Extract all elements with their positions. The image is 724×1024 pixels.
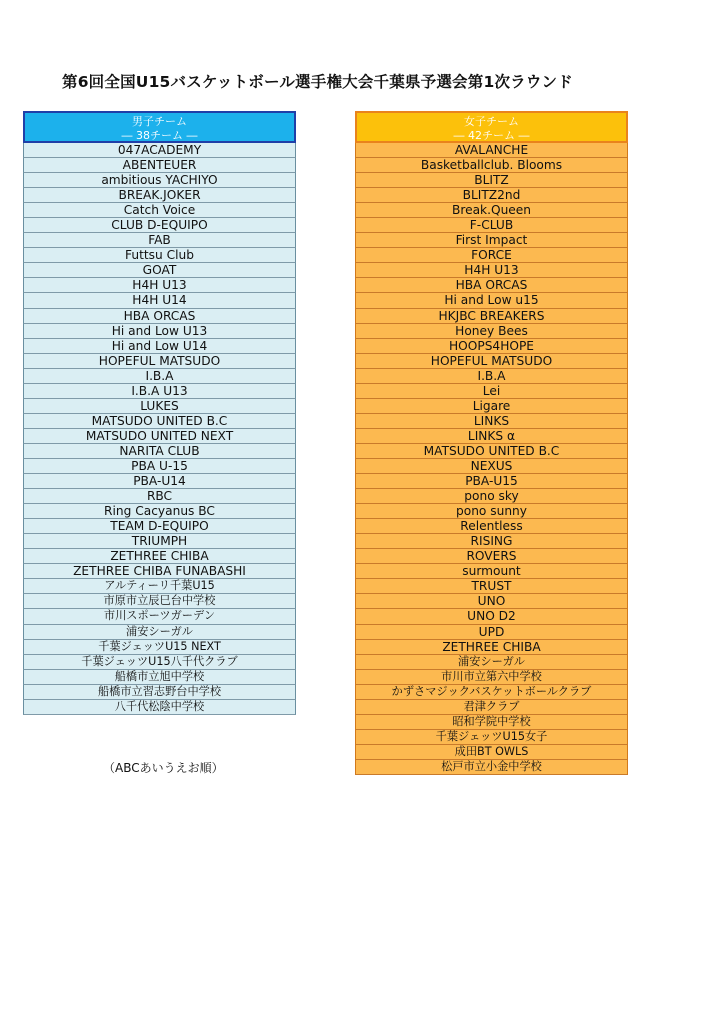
girls-team-row: BLITZ [355,173,628,188]
girls-team-row: かずさマジックバスケットボールクラブ [355,685,628,700]
boys-team-row: 市原市立辰巳台中学校 [23,594,296,609]
boys-team-row: 047ACADEMY [23,143,296,158]
boys-team-row: BREAK.JOKER [23,188,296,203]
girls-team-row: 市川市立第六中学校 [355,670,628,685]
boys-table-header [23,111,296,143]
girls-team-row: surmount [355,564,628,579]
boys-team-row: Hi and Low U14 [23,339,296,354]
boys-team-row: I.B.A U13 [23,384,296,399]
boys-team-row: TEAM D-EQUIPO [23,519,296,534]
girls-team-row: PBA-U15 [355,474,628,489]
boys-team-row: I.B.A [23,369,296,384]
boys-team-row: LUKES [23,399,296,414]
boys-team-row: 千葉ジェッツU15 NEXT [23,640,296,655]
girls-header-count: ― 42チーム ― [453,129,530,142]
girls-team-row: HOOPS4HOPE [355,339,628,354]
boys-team-row: 市川スポーツガーデン [23,609,296,624]
girls-team-row: HBA ORCAS [355,278,628,293]
boys-team-row: Ring Cacyanus BC [23,504,296,519]
girls-team-row: pono sunny [355,504,628,519]
boys-team-row: FAB [23,233,296,248]
boys-team-row: H4H U13 [23,278,296,293]
girls-team-row: NEXUS [355,459,628,474]
boys-team-row: 浦安シーガル [23,625,296,640]
girls-table-header [355,111,628,143]
girls-team-row: 成田BT OWLS [355,745,628,760]
girls-header-title: 女子チーム [464,115,519,128]
girls-team-row: Ligare [355,399,628,414]
girls-team-row: ZETHREE CHIBA [355,640,628,655]
boys-team-row: 船橋市立習志野台中学校 [23,685,296,700]
girls-team-row: LINKS [355,414,628,429]
boys-team-row: PBA U-15 [23,459,296,474]
girls-team-row: H4H U13 [355,263,628,278]
boys-team-row: Catch Voice [23,203,296,218]
girls-team-row: RISING [355,534,628,549]
boys-team-row: 船橋市立旭中学校 [23,670,296,685]
boys-team-row: H4H U14 [23,293,296,308]
boys-team-row: Futtsu Club [23,248,296,263]
boys-team-row: ZETHREE CHIBA FUNABASHI [23,564,296,579]
girls-team-row: 君津クラブ [355,700,628,715]
girls-team-row: Relentless [355,519,628,534]
boys-team-row: HBA ORCAS [23,309,296,324]
boys-header-title: 男子チーム [132,115,187,128]
girls-team-row: LINKS α [355,429,628,444]
girls-team-row: 松戸市立小金中学校 [355,760,628,775]
girls-team-row: Honey Bees [355,324,628,339]
girls-team-list [355,143,628,775]
boys-team-row: ZETHREE CHIBA [23,549,296,564]
girls-team-row: HOPEFUL MATSUDO [355,354,628,369]
boys-team-row: GOAT [23,263,296,278]
sort-order-note: （ABCあいうえお順） [103,761,224,775]
girls-team-table [355,111,628,775]
girls-team-row: ROVERS [355,549,628,564]
girls-team-row: UNO [355,594,628,609]
page-title: 第6回全国U15バスケットボール選手権大会千葉県予選会第1次ラウンド [62,73,573,91]
boys-team-row: 八千代松陰中学校 [23,700,296,715]
boys-team-row: MATSUDO UNITED B.C [23,414,296,429]
boys-team-row: アルティーリ千葉U15 [23,579,296,594]
boys-team-row: 千葉ジェッツU15八千代クラブ [23,655,296,670]
girls-team-row: BLITZ2nd [355,188,628,203]
boys-team-row: ABENTEUER [23,158,296,173]
boys-team-row: PBA-U14 [23,474,296,489]
boys-team-row: RBC [23,489,296,504]
girls-team-row: pono sky [355,489,628,504]
girls-team-row: 浦安シーガル [355,655,628,670]
girls-team-row: First Impact [355,233,628,248]
girls-team-row: MATSUDO UNITED B.C [355,444,628,459]
boys-team-row: HOPEFUL MATSUDO [23,354,296,369]
girls-team-row: TRUST [355,579,628,594]
girls-team-row: 千葉ジェッツU15女子 [355,730,628,745]
boys-team-row: MATSUDO UNITED NEXT [23,429,296,444]
boys-team-row: ambitious YACHIYO [23,173,296,188]
girls-team-row: UPD [355,625,628,640]
boys-team-list [23,143,296,715]
girls-team-row: F-CLUB [355,218,628,233]
girls-team-row: AVALANCHE [355,143,628,158]
girls-team-row: Lei [355,384,628,399]
girls-team-row: Basketballclub. Blooms [355,158,628,173]
girls-team-row: HKJBC BREAKERS [355,309,628,324]
girls-team-row: 昭和学院中学校 [355,715,628,730]
boys-team-row: NARITA CLUB [23,444,296,459]
boys-team-row: TRIUMPH [23,534,296,549]
girls-team-row: Break.Queen [355,203,628,218]
boys-team-row: CLUB D-EQUIPO [23,218,296,233]
girls-team-row: FORCE [355,248,628,263]
boys-team-row: Hi and Low U13 [23,324,296,339]
girls-team-row: UNO D2 [355,609,628,624]
girls-team-row: Hi and Low u15 [355,293,628,308]
girls-team-row: I.B.A [355,369,628,384]
boys-header-count: ― 38チーム ― [121,129,198,142]
boys-team-table [23,111,296,715]
